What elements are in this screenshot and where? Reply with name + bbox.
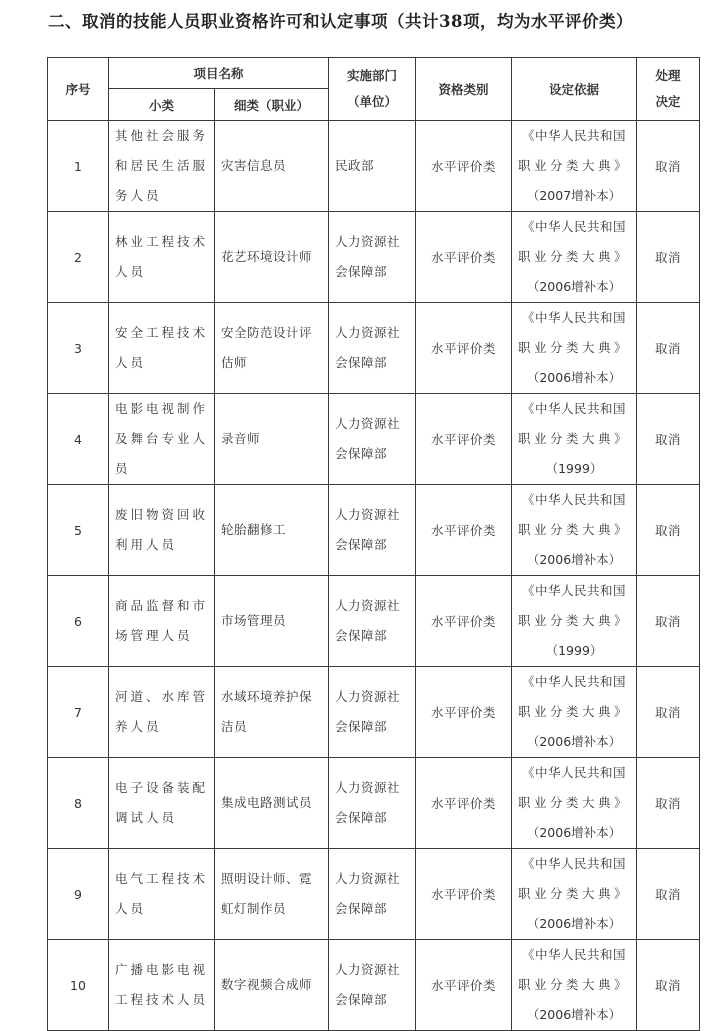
row-basis <box>512 576 637 667</box>
row-category <box>109 303 215 394</box>
basis-line2: 职业分类大典》 <box>518 431 631 446</box>
row-qualification-type: 水平评价类 <box>416 940 512 1031</box>
department-line1: 人力资源社 <box>335 507 401 522</box>
occupation-line1: 花艺环境设计师 <box>221 249 313 264</box>
department-line2: 会保障部 <box>335 992 388 1007</box>
row-occupation <box>215 849 329 940</box>
row-qualification-type: 水平评价类 <box>416 849 512 940</box>
row-decision: 取消 <box>637 758 700 849</box>
occupation-line2: 估师 <box>221 355 248 370</box>
category-line3: 务人员 <box>115 188 162 203</box>
basis-line2: 职业分类大典》 <box>518 158 631 173</box>
row-occupation <box>215 758 329 849</box>
row-decision: 取消 <box>637 212 700 303</box>
table-row <box>48 667 700 758</box>
row-occupation <box>215 485 329 576</box>
row-category <box>109 394 215 485</box>
row-category <box>109 940 215 1031</box>
basis-line1: 《中华人民共和国 <box>522 583 627 598</box>
category-line2: 场管理人员 <box>115 628 193 643</box>
basis-line1: 《中华人民共和国 <box>522 310 627 325</box>
row-qualification-type: 水平评价类 <box>416 667 512 758</box>
row-decision: 取消 <box>637 576 700 667</box>
row-qualification-type: 水平评价类 <box>416 485 512 576</box>
occupation-line1: 录音师 <box>221 431 261 446</box>
table-body <box>48 121 700 1031</box>
department-line1: 人力资源社 <box>335 325 401 340</box>
category-line2: 人员 <box>115 264 147 279</box>
basis-line1: 《中华人民共和国 <box>522 492 627 507</box>
occupation-line1: 安全防范设计评 <box>221 325 313 340</box>
basis-line2: 职业分类大典》 <box>518 340 631 355</box>
occupation-line1: 数字视频合成师 <box>221 977 313 992</box>
row-basis <box>512 940 637 1031</box>
department-line2: 会保障部 <box>335 264 388 279</box>
row-decision: 取消 <box>637 849 700 940</box>
row-basis <box>512 758 637 849</box>
row-decision: 取消 <box>637 667 700 758</box>
department-line1: 人力资源社 <box>335 780 401 795</box>
basis-line1: 《中华人民共和国 <box>522 674 627 689</box>
header-decision-line2: 决定 <box>655 94 681 109</box>
row-number: 8 <box>48 758 109 849</box>
row-number: 1 <box>48 121 109 212</box>
category-line2: 养人员 <box>115 719 162 734</box>
row-occupation <box>215 576 329 667</box>
department-line1: 人力资源社 <box>335 689 401 704</box>
category-line1: 电气工程技术 <box>115 871 209 886</box>
category-line1: 商品监督和市 <box>115 598 209 613</box>
basis-line2: 职业分类大典》 <box>518 886 631 901</box>
category-line2: 利用人员 <box>115 537 178 552</box>
row-department <box>329 667 416 758</box>
row-number: 6 <box>48 576 109 667</box>
table-row <box>48 758 700 849</box>
category-line2: 工程技术人员 <box>115 992 209 1007</box>
row-department <box>329 758 416 849</box>
header-dept-line2: （单位） <box>347 94 398 109</box>
department-line2: 会保障部 <box>335 537 388 552</box>
row-number: 10 <box>48 940 109 1031</box>
basis-line1: 《中华人民共和国 <box>522 856 627 871</box>
department-line2: 会保障部 <box>335 446 388 461</box>
row-occupation <box>215 940 329 1031</box>
department-line1: 民政部 <box>335 158 375 173</box>
occupation-line2: 虹灯制作员 <box>221 901 287 916</box>
row-number: 2 <box>48 212 109 303</box>
row-number: 5 <box>48 485 109 576</box>
basis-line3: （2006增补本） <box>526 370 622 385</box>
row-decision: 取消 <box>637 394 700 485</box>
row-category <box>109 758 215 849</box>
row-department <box>329 485 416 576</box>
row-basis <box>512 121 637 212</box>
row-department <box>329 576 416 667</box>
category-line1: 电影电视制作 <box>115 401 209 416</box>
basis-line3: （2007增补本） <box>526 188 622 203</box>
table-row <box>48 940 700 1031</box>
occupation-line1: 照明设计师、霓 <box>221 871 313 886</box>
category-line2: 人员 <box>115 355 147 370</box>
department-line1: 人力资源社 <box>335 598 401 613</box>
row-occupation <box>215 212 329 303</box>
basis-line3: （2006增补本） <box>526 279 622 294</box>
basis-line3: （1999） <box>545 643 603 658</box>
basis-line1: 《中华人民共和国 <box>522 765 627 780</box>
row-department <box>329 849 416 940</box>
department-line1: 人力资源社 <box>335 416 401 431</box>
row-qualification-type: 水平评价类 <box>416 212 512 303</box>
department-line2: 会保障部 <box>335 355 388 370</box>
header-project-name: 项目名称 <box>109 58 329 89</box>
category-line2: 及舞台专业人 <box>115 431 209 446</box>
header-dept-line1: 实施部门 <box>347 68 398 83</box>
table-row <box>48 303 700 394</box>
page-title: 二、取消的技能人员职业资格许可和认定事项（共计38项，均为水平评价类） <box>48 12 633 31</box>
row-qualification-type: 水平评价类 <box>416 303 512 394</box>
header-decision <box>637 58 700 121</box>
row-qualification-type: 水平评价类 <box>416 576 512 667</box>
table-row <box>48 212 700 303</box>
row-category <box>109 667 215 758</box>
table-row <box>48 121 700 212</box>
department-line1: 人力资源社 <box>335 962 401 977</box>
category-line3: 员 <box>115 461 131 476</box>
category-line1: 电子设备装配 <box>115 780 209 795</box>
row-category <box>109 485 215 576</box>
basis-line2: 职业分类大典》 <box>518 977 631 992</box>
basis-line1: 《中华人民共和国 <box>522 128 627 143</box>
row-qualification-type: 水平评价类 <box>416 121 512 212</box>
row-department <box>329 940 416 1031</box>
row-department <box>329 212 416 303</box>
header-decision-line1: 处理 <box>655 68 681 83</box>
row-decision: 取消 <box>637 303 700 394</box>
row-decision: 取消 <box>637 940 700 1031</box>
row-number: 3 <box>48 303 109 394</box>
row-occupation <box>215 121 329 212</box>
occupation-line1: 市场管理员 <box>221 613 287 628</box>
category-line1: 其他社会服务 <box>115 128 209 143</box>
occupation-line1: 集成电路测试员 <box>221 795 313 810</box>
row-category <box>109 212 215 303</box>
table-row <box>48 394 700 485</box>
department-line2: 会保障部 <box>335 810 388 825</box>
row-number: 4 <box>48 394 109 485</box>
basis-line1: 《中华人民共和国 <box>522 219 627 234</box>
row-category <box>109 121 215 212</box>
row-decision: 取消 <box>637 485 700 576</box>
basis-line2: 职业分类大典》 <box>518 522 631 537</box>
basis-line1: 《中华人民共和国 <box>522 947 627 962</box>
row-decision: 取消 <box>637 121 700 212</box>
basis-line3: （2006增补本） <box>526 1007 622 1022</box>
row-basis <box>512 394 637 485</box>
header-qual-type: 资格类别 <box>416 58 512 121</box>
basis-line3: （2006增补本） <box>526 734 622 749</box>
row-qualification-type: 水平评价类 <box>416 394 512 485</box>
row-qualification-type: 水平评价类 <box>416 758 512 849</box>
row-basis <box>512 667 637 758</box>
header-num: 序号 <box>48 58 109 121</box>
header-basis: 设定依据 <box>512 58 637 121</box>
row-occupation <box>215 303 329 394</box>
category-line1: 安全工程技术 <box>115 325 209 340</box>
table-row <box>48 849 700 940</box>
row-number: 7 <box>48 667 109 758</box>
table-row <box>48 485 700 576</box>
header-category: 小类 <box>109 89 215 121</box>
department-line2: 会保障部 <box>335 719 388 734</box>
basis-line2: 职业分类大典》 <box>518 795 631 810</box>
basis-line3: （1999） <box>545 461 603 476</box>
row-basis <box>512 212 637 303</box>
category-line1: 废旧物资回收 <box>115 507 209 522</box>
basis-line3: （2006增补本） <box>526 552 622 567</box>
department-line2: 会保障部 <box>335 628 388 643</box>
basis-line3: （2006增补本） <box>526 825 622 840</box>
row-department <box>329 394 416 485</box>
row-basis <box>512 303 637 394</box>
occupation-line1: 灾害信息员 <box>221 158 287 173</box>
row-occupation <box>215 394 329 485</box>
department-line1: 人力资源社 <box>335 234 401 249</box>
row-occupation <box>215 667 329 758</box>
category-line2: 人员 <box>115 901 147 916</box>
row-department <box>329 303 416 394</box>
occupation-line2: 洁员 <box>221 719 248 734</box>
header-dept <box>329 58 416 121</box>
qualification-table <box>47 57 700 1031</box>
category-line1: 广播电影电视 <box>115 962 209 977</box>
basis-line1: 《中华人民共和国 <box>522 401 627 416</box>
basis-line2: 职业分类大典》 <box>518 613 631 628</box>
category-line2: 调试人员 <box>115 810 178 825</box>
row-category <box>109 849 215 940</box>
row-department <box>329 121 416 212</box>
header-occupation: 细类（职业） <box>215 89 329 121</box>
basis-line2: 职业分类大典》 <box>518 249 631 264</box>
basis-line3: （2006增补本） <box>526 916 622 931</box>
occupation-line1: 水域环境养护保 <box>221 689 313 704</box>
basis-line2: 职业分类大典》 <box>518 704 631 719</box>
row-number: 9 <box>48 849 109 940</box>
occupation-line1: 轮胎翻修工 <box>221 522 287 537</box>
department-line2: 会保障部 <box>335 901 388 916</box>
category-line1: 林业工程技术 <box>115 234 209 249</box>
row-category <box>109 576 215 667</box>
category-line1: 河道、水库管 <box>115 689 209 704</box>
department-line1: 人力资源社 <box>335 871 401 886</box>
row-basis <box>512 485 637 576</box>
category-line2: 和居民生活服 <box>115 158 209 173</box>
row-basis <box>512 849 637 940</box>
table-row <box>48 576 700 667</box>
